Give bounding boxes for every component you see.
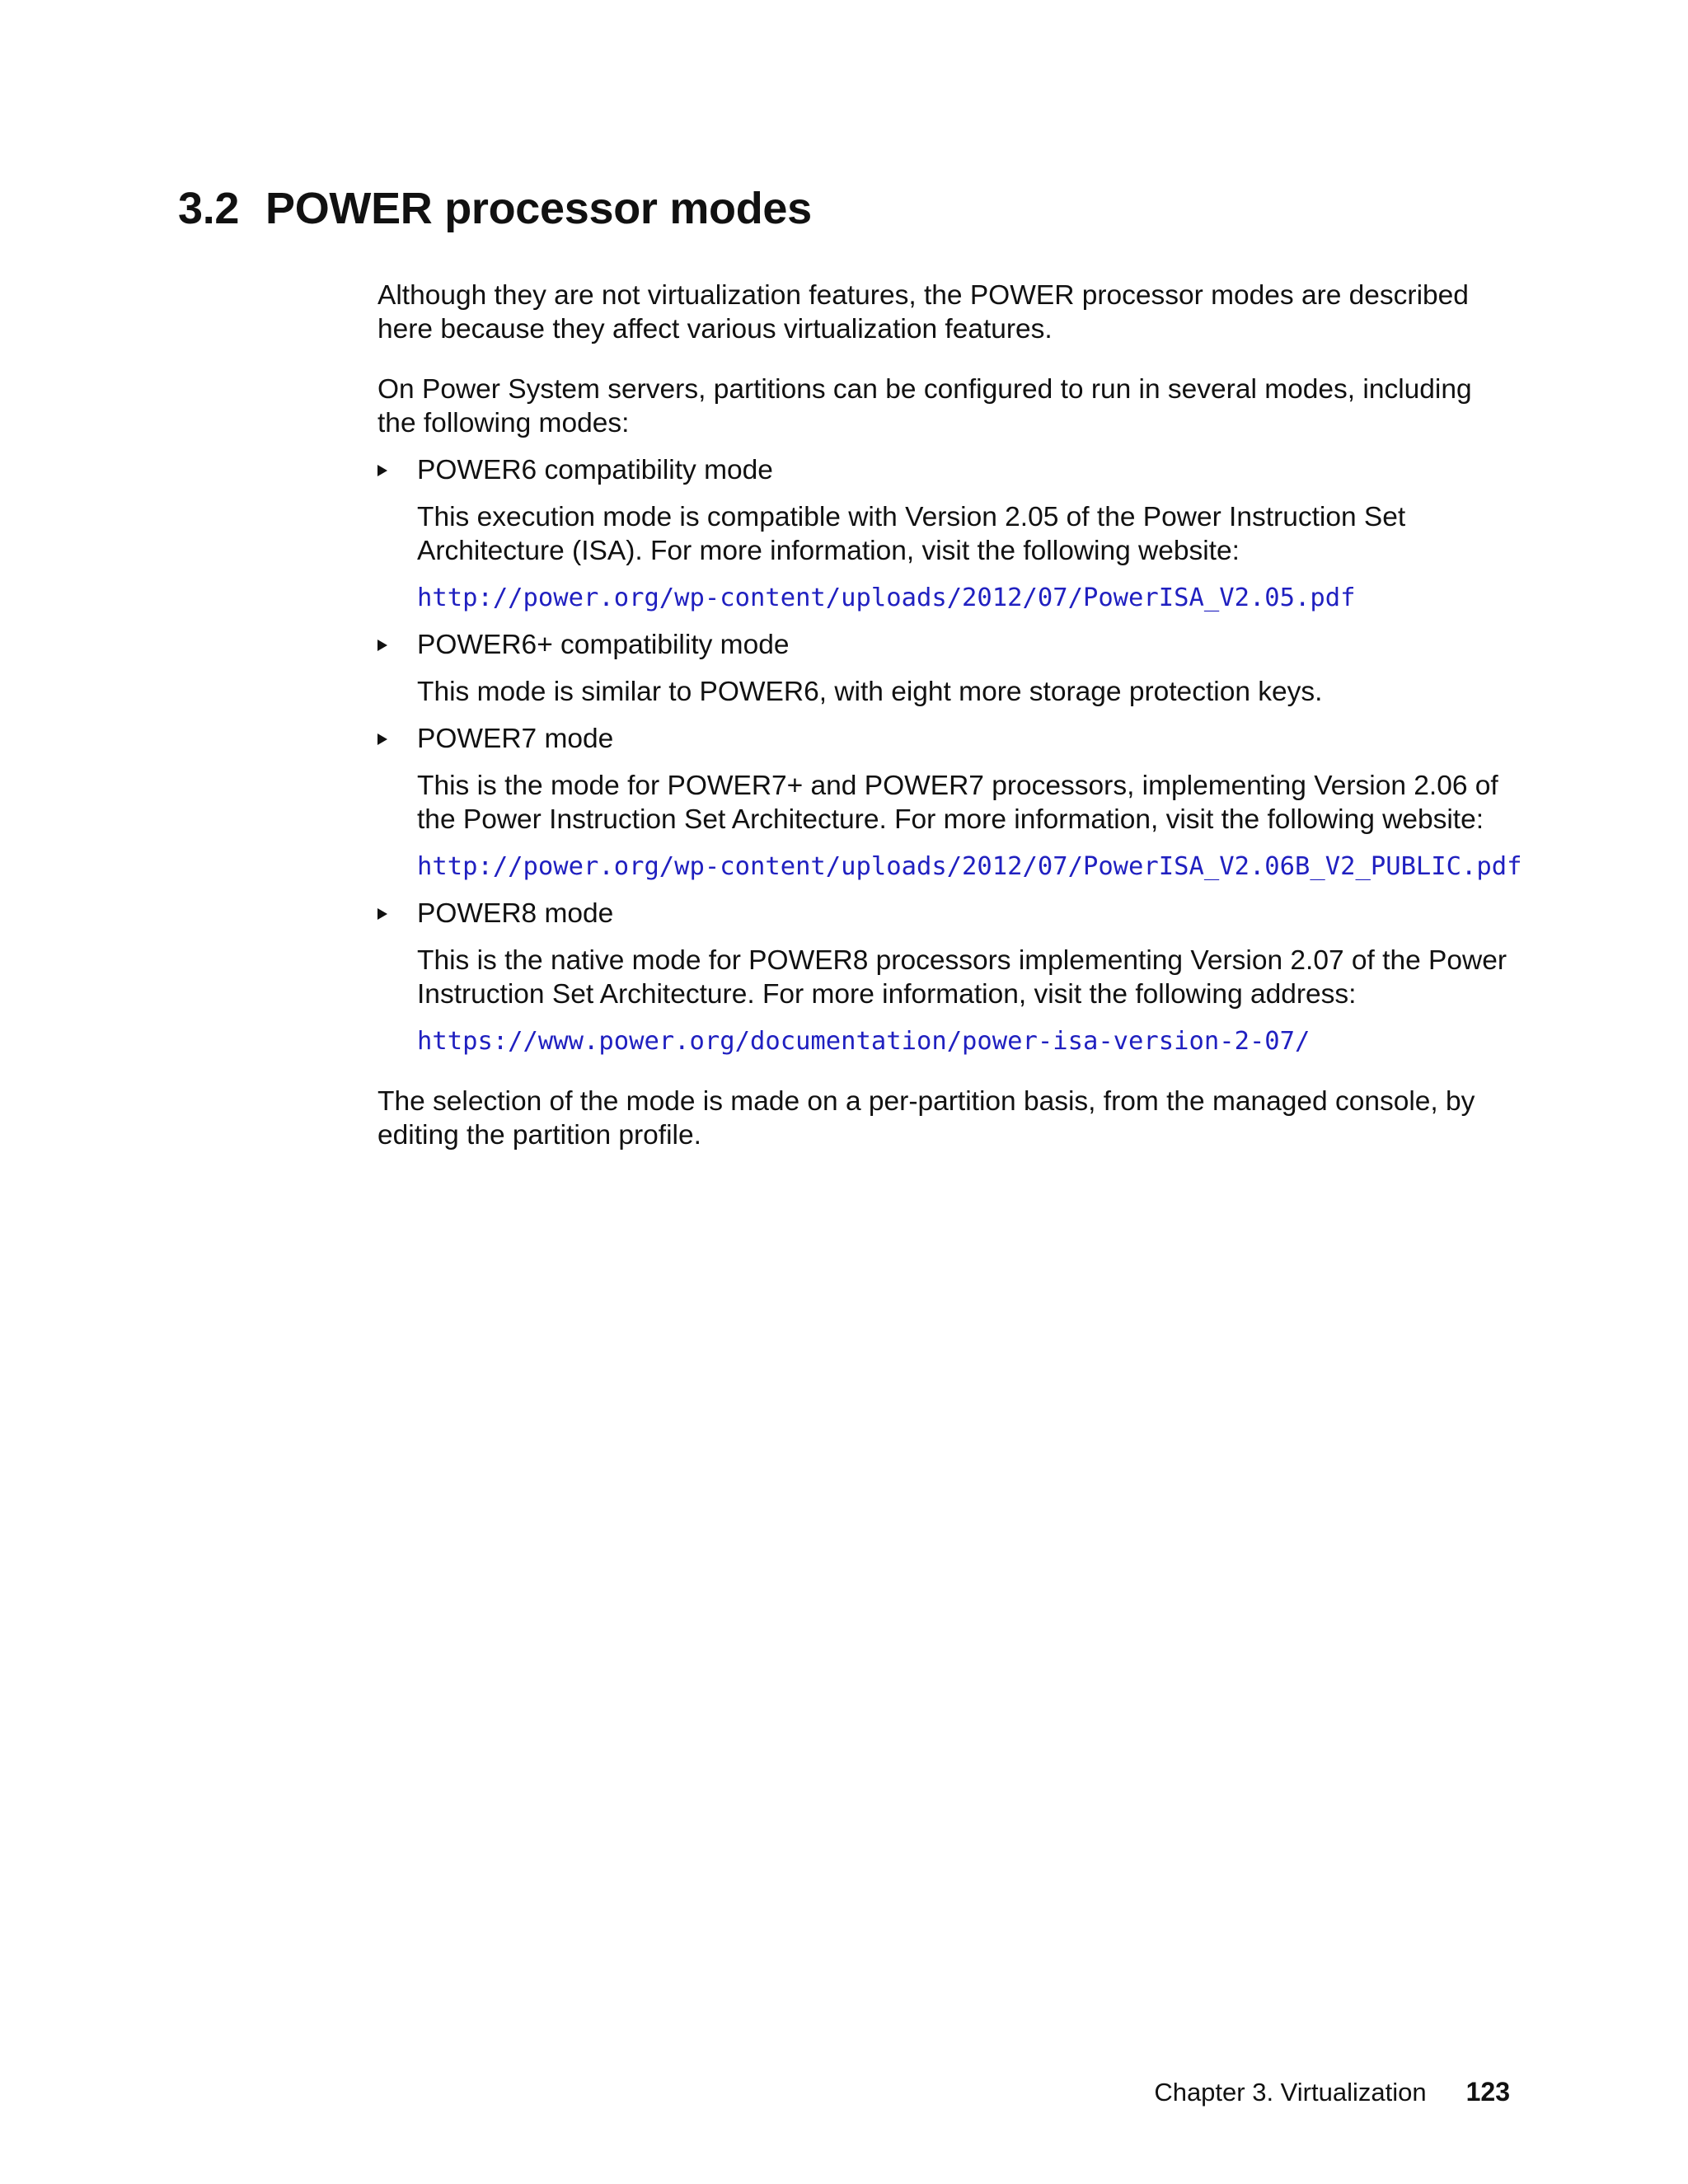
list-item-power7 <box>377 722 1522 883</box>
bullet-triangle-icon <box>377 628 394 662</box>
list-item-power6-plus <box>377 628 1515 709</box>
modes-intro-paragraph: On Power System servers, partitions can be configured to run in several modes, including the following modes: <box>377 374 1472 438</box>
page-footer <box>1154 2075 1510 2109</box>
mode-title: POWER6+ compatibility mode <box>417 630 790 660</box>
mode-description: This mode is similar to POWER6, with eight more storage protection keys. <box>417 677 1323 707</box>
section-number: 3.2 <box>178 184 240 233</box>
mode-link[interactable]: http://power.org/wp-content/uploads/2012/07/PowerISA_V2.06B_V2_PUBLIC.pdf <box>417 852 1522 881</box>
section-title: POWER processor modes <box>265 184 812 233</box>
section-heading <box>178 183 812 234</box>
mode-link[interactable]: http://power.org/wp-content/uploads/2012/07/PowerISA_V2.05.pdf <box>417 583 1356 612</box>
list-item-power6 <box>377 453 1515 615</box>
mode-link[interactable]: https://www.power.org/documentation/power-isa-version-2-07/ <box>417 1027 1311 1056</box>
bullet-triangle-icon <box>377 453 394 487</box>
mode-description: This is the mode for POWER7+ and POWER7 processors, implementing Version 2.06 of the Power Instruction Set Architecture. For more information, visit the following website: <box>417 771 1498 835</box>
modes-list <box>377 453 1522 1058</box>
list-item-power8 <box>377 897 1515 1058</box>
page-number: 123 <box>1465 2077 1510 2107</box>
mode-title: POWER7 mode <box>417 724 614 754</box>
mode-description: This is the native mode for POWER8 processors implementing Version 2.07 of the Power Instruction Set Architecture. For more information, visit the following address: <box>417 945 1507 1010</box>
bullet-triangle-icon <box>377 722 394 756</box>
mode-description: This execution mode is compatible with Version 2.05 of the Power Instruction Set Architecture (ISA). For more information, visit the following website: <box>417 502 1406 566</box>
mode-title: POWER6 compatibility mode <box>417 455 773 485</box>
section-body <box>377 279 1522 1179</box>
mode-title: POWER8 mode <box>417 898 614 929</box>
intro-paragraph: Although they are not virtualization features, the POWER processor modes are described here because they affect various virtualization features. <box>377 280 1469 344</box>
closing-paragraph: The selection of the mode is made on a per-partition basis, from the managed console, by editing the partition profile. <box>377 1086 1475 1151</box>
footer-chapter: Chapter 3. Virtualization <box>1154 2078 1427 2107</box>
bullet-triangle-icon <box>377 897 394 930</box>
